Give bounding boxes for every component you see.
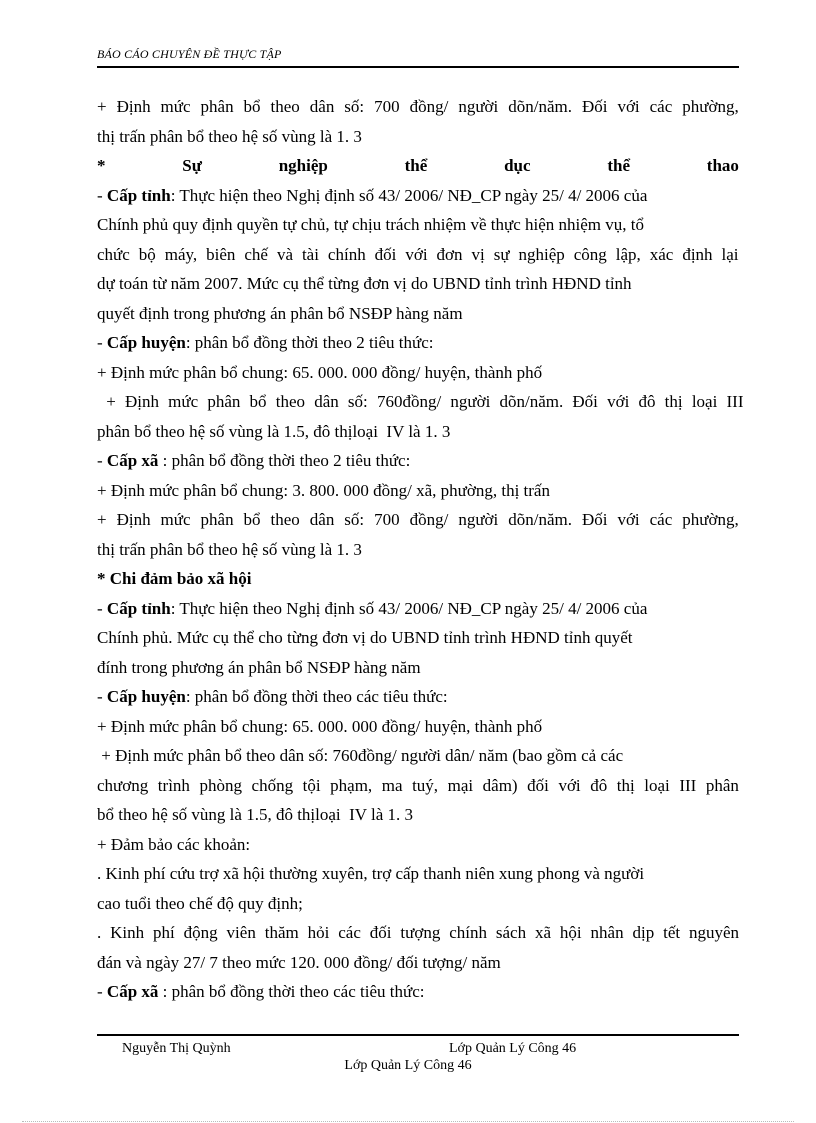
text-line: dự toán từ năm 2007. Mức cụ thể từng đơn vị do UBND tỉnh trình HĐND tỉnh [97, 274, 632, 293]
text-line: đán và ngày 27/ 7 theo mức 120. 000 đồng/ đối tượng/ năm [97, 952, 501, 972]
heading-word: Sự [182, 156, 202, 175]
footer-author: Nguyễn Thị Quỳnh [122, 1041, 231, 1056]
line-prefix: - [97, 982, 107, 1001]
line-prefix: - [97, 451, 107, 470]
text-line: Chính phủ. Mức cụ thể cho từng đơn vị do UBND tỉnh trình HĐND tỉnh quyết [97, 628, 633, 647]
text-line: chương trình phòng chống tội phạm, ma tuý, mại dâm) đối với đô thị loại III phân [97, 775, 739, 795]
heading-word: * [97, 156, 106, 175]
text-line: chức bộ máy, biên chế và tài chính đối với đơn vị sự nghiệp công lập, xác định lại [97, 244, 739, 264]
line-prefix: - [97, 687, 107, 706]
text-line: đính trong phương án phân bổ NSĐP hàng năm [97, 657, 421, 677]
line-rest: : phân bổ đồng thời theo các tiêu thức: [185, 687, 448, 706]
line-rest: : Thực hiện theo Nghị định số 43/ 2006/ NĐ_CP ngày 25/ 4/ 2006 của [170, 598, 648, 618]
heading-word: thao [706, 156, 739, 175]
text-line [97, 328, 739, 358]
text-line: + Định mức phân bổ chung: 3. 800. 000 đồng/ xã, phường, thị trấn [97, 480, 550, 500]
footer-divider [97, 1034, 739, 1036]
text-line [97, 446, 739, 476]
text-line: + Định mức phân bổ theo dân số: 700 đồng/ người dõn/năm. Đối với các phường, [97, 97, 739, 116]
text-line: cao tuổi theo chế độ quy định; [97, 893, 303, 913]
heading-word: nghiệp [278, 156, 328, 175]
text-line: + Định mức phân bổ theo dân số: 760đồng/ người dõn/năm. Đối với đô thị loại III [97, 392, 744, 411]
text-line: Chính phủ quy định quyền tự chủ, tự chịu trách nhiệm về thực hiện nhiệm vụ, tổ [97, 215, 644, 234]
line-prefix: - [97, 333, 107, 352]
level-label: Cấp huyện [106, 333, 186, 352]
heading-word: thể [607, 156, 631, 175]
text-line: phân bổ theo hệ số vùng là 1.5, đô thịloại IV là 1. 3 [97, 421, 451, 441]
level-label: Cấp tỉnh [106, 598, 171, 618]
heading-word: dục [504, 156, 531, 175]
line-rest: : phân bổ đồng thời theo 2 tiêu thức: [185, 333, 434, 352]
text-line: thị trấn phân bổ theo hệ số vùng là 1. 3 [97, 539, 362, 559]
text-line: + Đảm bảo các khoản: [97, 834, 251, 854]
text-line: + Định mức phân bổ theo dân số: 760đồng/ người dân/ năm (bao gồm cả các [97, 746, 624, 765]
text-line: . Kinh phí cứu trợ xã hội thường xuyên, trợ cấp thanh niên xung phong và người [97, 864, 645, 883]
level-label: Cấp huyện [106, 687, 186, 706]
text-line [97, 682, 739, 712]
footer-class-center: Lớp Quản Lý Công 46 [344, 1058, 472, 1073]
text-line [97, 181, 739, 211]
text-line: + Định mức phân bổ theo dân số: 700 đồng/ người dõn/năm. Đối với các phường, [97, 510, 739, 529]
line-rest: : phân bổ đồng thời theo 2 tiêu thức: [158, 451, 411, 470]
section-heading [97, 151, 739, 181]
document-body [97, 92, 744, 1007]
text-line [97, 594, 739, 624]
text-line [97, 977, 739, 1007]
page-header: BÁO CÁO CHUYÊN ĐỀ THỰC TẬP [97, 47, 282, 61]
line-rest: : Thực hiện theo Nghị định số 43/ 2006/ NĐ_CP ngày 25/ 4/ 2006 của [170, 185, 648, 205]
text-line: bổ theo hệ số vùng là 1.5, đô thịloại IV là 1. 3 [97, 805, 414, 824]
level-label: Cấp xã [106, 451, 159, 470]
line-prefix: - [97, 598, 107, 618]
footer-class: Lớp Quản Lý Công 46 [449, 1041, 577, 1056]
section-heading: * Chi đảm bảo xã hội [97, 569, 252, 588]
heading-word: thể [404, 156, 428, 175]
page-edge-divider [22, 1121, 794, 1122]
line-prefix: - [97, 185, 107, 205]
level-label: Cấp tỉnh [106, 185, 171, 205]
header-divider [97, 66, 739, 68]
text-line: thị trấn phân bổ theo hệ số vùng là 1. 3 [97, 126, 362, 146]
text-line: + Định mức phân bổ chung: 65. 000. 000 đồng/ huyện, thành phố [97, 362, 543, 382]
text-line: quyết định trong phương án phân bổ NSĐP hàng năm [97, 303, 463, 323]
level-label: Cấp xã [106, 982, 159, 1001]
text-line: . Kinh phí động viên thăm hỏi các đối tượng chính sách xã hội nhân dịp tết nguyên [97, 923, 740, 942]
line-rest: : phân bổ đồng thời theo các tiêu thức: [158, 982, 425, 1001]
text-line: + Định mức phân bổ chung: 65. 000. 000 đồng/ huyện, thành phố [97, 716, 543, 736]
